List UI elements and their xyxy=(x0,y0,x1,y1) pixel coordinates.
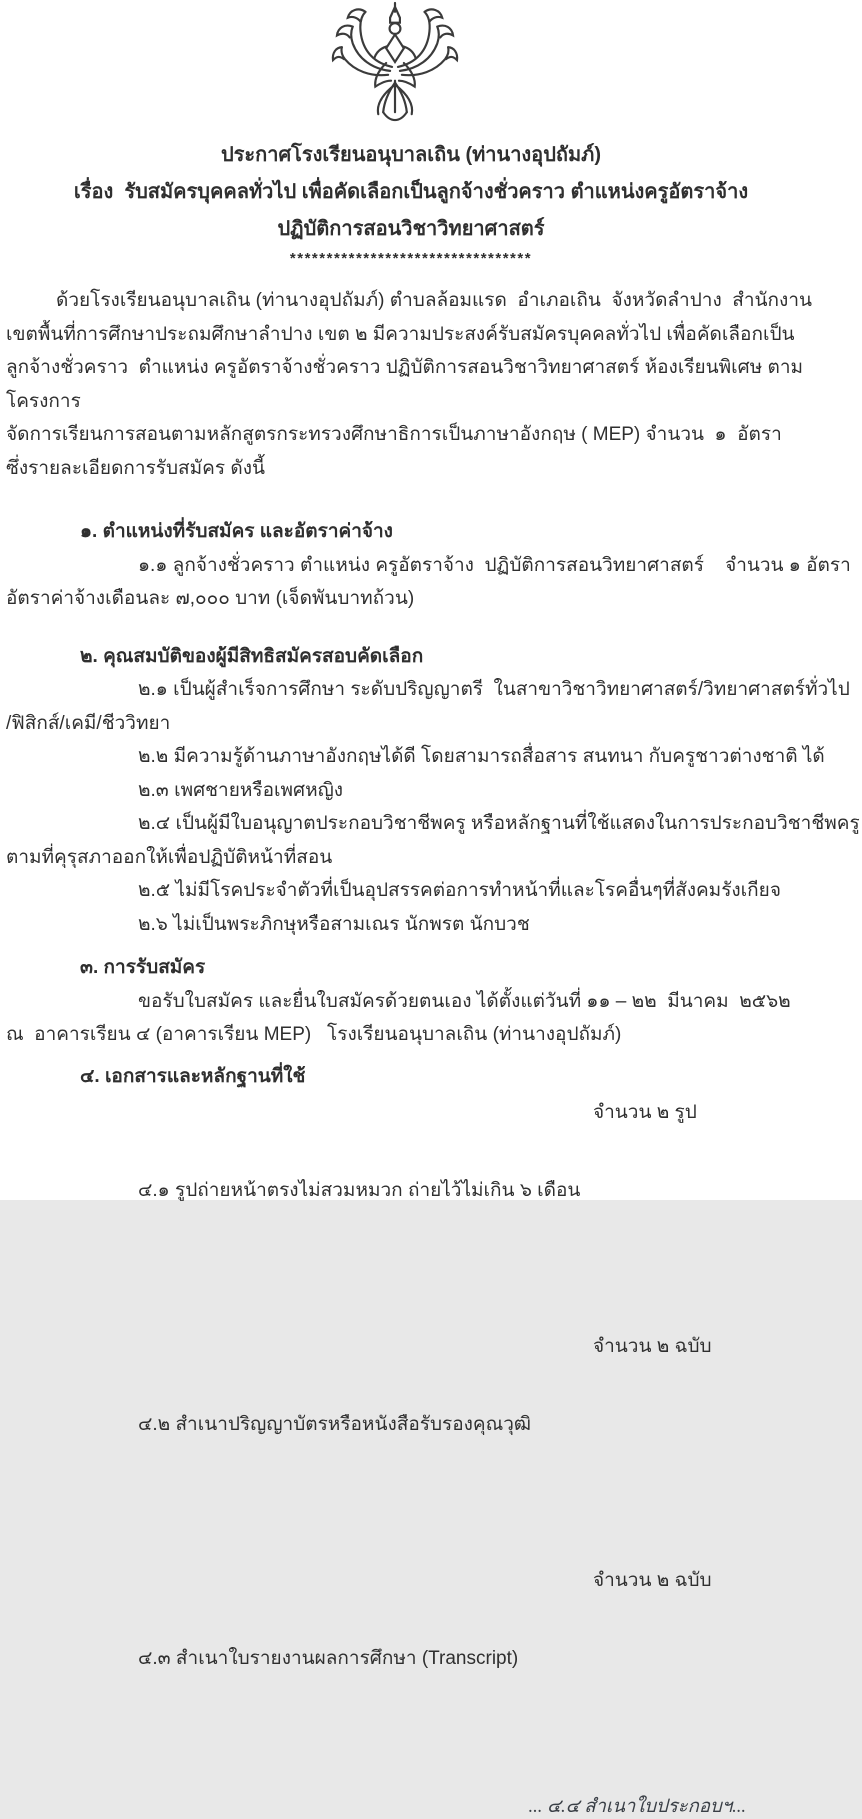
section-3-line: ณ อาคารเรียน ๔ (อาคารเรียน MEP) โรงเรียนอนุบาลเถิน (ท่านางอุปถัมภ์) xyxy=(6,1024,622,1045)
intro-line: ด้วยโรงเรียนอนุบาลเถิน (ท่านางอุปถัมภ์) ตำบลล้อมแรด อำเภอเถิน จังหวัดลำปาง สำนักงาน xyxy=(56,290,812,311)
document-header xyxy=(0,137,822,248)
subject-line-2: ปฏิบัติการสอนวิชาวิทยาศาสตร์ xyxy=(277,218,545,240)
quantity-label: จำนวน ๒ รูป xyxy=(593,1102,697,1123)
page-continuation-note: ... ๔.๔ สำเนาใบประกอบฯ... xyxy=(528,1797,746,1817)
star-divider: ********************************* xyxy=(289,250,533,267)
document-row xyxy=(0,1327,862,1561)
quantity-label: จำนวน ๒ ฉบับ xyxy=(593,1336,712,1357)
section-1-heading: ๑. ตำแหน่งที่รับสมัคร และอัตราค่าจ้าง xyxy=(80,521,393,542)
section-2-item: ๒.๑ เป็นผู้สำเร็จการศึกษา ระดับปริญญาตรี ในสาขาวิชาวิทยาศาสตร์/วิทยาศาสตร์ทั่วไป xyxy=(138,679,850,700)
section-2-item: ๒.๕ ไม่มีโรคประจำตัวที่เป็นอุปสรรคต่อการทำหน้าที่และโรคอื่นๆที่สังคมรังเกียจ xyxy=(138,880,781,901)
section-2-item-continued: /ฟิสิกส์/เคมี/ชีววิทยา xyxy=(6,712,171,734)
emblem-container xyxy=(0,0,790,129)
document-item: ๔.๓ สำเนาใบรายงานผลการศึกษา (Transcript) xyxy=(138,1648,519,1669)
page-title: ประกาศโรงเรียนอนุบาลเถิน (ท่านางอุปถัมภ์) xyxy=(220,144,602,166)
garuda-emblem xyxy=(331,2,459,124)
section-3-heading: ๓. การรับสมัคร xyxy=(80,957,206,978)
section-2-item: ๒.๔ เป็นผู้มีใบอนุญาตประกอบวิชาชีพครู หรือหลักฐานที่ใช้แสดงในการประกอบวิชาชีพครู xyxy=(138,813,860,834)
section-4-heading: ๔. เอกสารและหลักฐานที่ใช้ xyxy=(80,1065,306,1087)
section-2-item: ๒.๖ ไม่เป็นพระภิกษุหรือสามเณร นักพรต นักบวช xyxy=(138,913,530,935)
document-item: ๔.๑ รูปถ่ายหน้าตรงไม่สวมหมวก ถ่ายไว้ไม่เกิน ๖ เดือน xyxy=(138,1180,581,1201)
intro-line: ซึ่งรายละเอียดการรับสมัคร ดังนี้ xyxy=(6,457,265,479)
intro-line: ลูกจ้างชั่วคราว ตำแหน่ง ครูอัตราจ้างชั่วคราว ปฏิบัติการสอนวิชาวิทยาศาสตร์ ห้องเรียนพิเศษ ตามโครงการ xyxy=(6,357,804,412)
section-1-item-continued: อัตราค่าจ้างเดือนละ ๗,๐๐๐ บาท (เจ็ดพันบาทถ้วน) xyxy=(6,588,415,609)
subject-line-1: เรื่อง รับสมัครบุคคลทั่วไป เพื่อคัดเลือกเป็นลูกจ้างชั่วคราว ตำแหน่งครูอัตราจ้าง xyxy=(73,181,749,203)
section-2-heading: ๒. คุณสมบัติของผู้มีสิทธิสมัครสอบคัดเลือก xyxy=(80,645,424,667)
quantity-label: จำนวน ๒ ฉบับ xyxy=(593,1570,712,1591)
document-row xyxy=(0,1561,862,1795)
intro-line: เขตพื้นที่การศึกษาประถมศึกษาลำปาง เขต ๒ มีความประสงค์รับสมัครบุคคลทั่วไป เพื่อคัดเลือกเป็น xyxy=(6,323,795,345)
document-item: ๔.๒ สำเนาปริญญาบัตรหรือหนังสือรับรองคุณวุฒิ xyxy=(138,1414,532,1435)
document-row xyxy=(0,1093,862,1327)
section-1-item: ๑.๑ ลูกจ้างชั่วคราว ตำแหน่ง ครูอัตราจ้าง ปฏิบัติการสอนวิทยาศาสตร์ จำนวน ๑ อัตรา xyxy=(138,554,851,576)
intro-line: จัดการเรียนการสอนตามหลักสูตรกระทรวงศึกษาธิการเป็นภาษาอังกฤษ ( MEP) จำนวน ๑ อัตรา xyxy=(6,424,782,445)
section-3-line: ขอรับใบสมัคร และยื่นใบสมัครด้วยตนเอง ได้ตั้งแต่วันที่ ๑๑ – ๒๒ มีนาคม ๒๕๖๒ xyxy=(138,990,791,1012)
section-2-item-continued: ตามที่คุรุสภาออกให้เพื่อปฏิบัติหน้าที่สอน xyxy=(6,846,333,868)
intro-paragraph xyxy=(0,284,862,485)
section-2-item: ๒.๒ มีความรู้ด้านภาษาอังกฤษได้ดี โดยสามารถสื่อสาร สนทนา กับครูชาวต่างชาติ ได้ xyxy=(138,746,825,767)
section-2-item: ๒.๓ เพศชายหรือเพศหญิง xyxy=(138,779,344,801)
